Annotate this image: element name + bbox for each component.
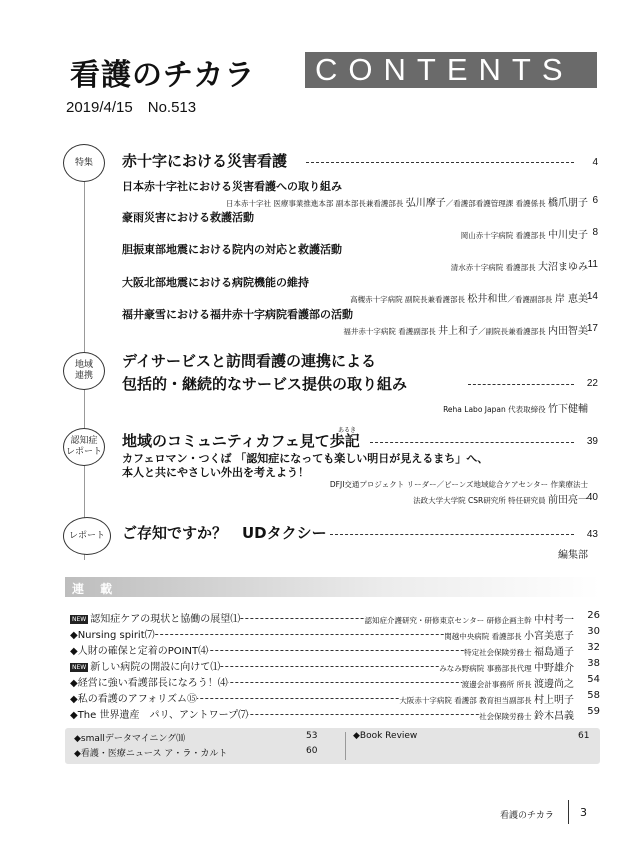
serial-page: 38 — [587, 658, 600, 669]
serial-item[interactable] — [70, 706, 600, 722]
serial-item[interactable] — [70, 610, 600, 626]
extra-article-page: 53 — [306, 731, 318, 741]
footer-divider — [568, 800, 569, 824]
extra-article-title[interactable]: ◆看護・医療ニュース ア・ラ・カルト — [74, 749, 228, 759]
article-page: 14 — [586, 291, 598, 302]
serial-author: 社会保険労務士 鈴木昌義 — [479, 707, 574, 722]
extra-article-title[interactable]: ◆smallデータマイニング⑽ — [74, 734, 186, 744]
article-title[interactable]: 日本赤十字社における災害看護への取り組み — [122, 180, 342, 193]
article-page: 8 — [592, 227, 598, 238]
article-title[interactable]: 大阪北部地震における病院機能の維持 — [122, 276, 309, 289]
section-label-ninchisho: 認知症 レポート — [63, 428, 105, 466]
section-label-report: レポート — [63, 517, 111, 555]
feature-title[interactable]: 赤十字における災害看護 — [122, 152, 288, 170]
serial-author: 渡邊会計事務所 所長 渡邊尚之 — [462, 675, 574, 690]
article-author: 高槻赤十字病院 副院長兼看護部長 松井和世／看護副部長 岸 恵美 — [350, 294, 588, 305]
dementia-report-sub1: カフェロマン・つくば 「認知症になっても楽しい明日が見えるまち」へ、 — [122, 452, 489, 465]
leader-dots — [370, 442, 574, 443]
dementia-report-author-page: 40 — [586, 492, 598, 503]
serial-title: 経営に強い看護部長になろう！⑷ — [77, 678, 228, 689]
serial-title: 私の看護のアフォリズム⑮ — [77, 694, 198, 705]
regional-title-line2[interactable]: 包括的・継続的なサービス提供の取り組み — [122, 375, 408, 393]
feature-page: 4 — [592, 157, 598, 168]
extra-article-page: 60 — [306, 746, 318, 756]
dementia-report-title[interactable]: 地域のコミュニティカフェ見て歩記 — [122, 432, 360, 450]
bullet: ◆ — [70, 678, 78, 689]
serial-item[interactable] — [70, 642, 600, 658]
dementia-report-page: 39 — [586, 436, 598, 447]
section-label-chiiki: 地域 連携 — [63, 352, 105, 390]
extra-article-title[interactable]: ◆Book Review — [353, 731, 418, 741]
title-ruby: あるき — [338, 427, 357, 434]
serial-title: 新しい病院の開設に向けて⑴ — [90, 662, 221, 673]
serial-author: みなみ野病院 事務部長代理 中野雄介 — [439, 659, 574, 674]
serial-item[interactable] — [70, 626, 600, 642]
article-author: 日本赤十字社 医療事業推進本部 副本部長兼看護部長 弘川摩子／看護部看護管理課 看護係長 橋爪朋子 — [226, 198, 588, 209]
bullet: ◆ — [70, 630, 78, 641]
regional-title-line1[interactable]: デイサービスと訪問看護の連携による — [122, 352, 376, 370]
article-page: 17 — [586, 323, 598, 334]
article-title[interactable]: 胆振東部地震における院内の対応と救護活動 — [122, 243, 342, 256]
serial-header-bar — [65, 577, 600, 597]
section-label-tokushu: 特集 — [63, 144, 105, 182]
serial-author: 認知症介護研究・研修東京センター 研修企画主幹 中村考一 — [365, 611, 574, 626]
serial-page: 59 — [587, 706, 600, 717]
serial-header-label: 連 載 — [72, 582, 119, 596]
serial-author: 特定社会保険労務士 福島通子 — [464, 643, 574, 658]
serial-page: 58 — [587, 690, 600, 701]
report-title[interactable]: ご存知ですか？ UDタクシー — [122, 524, 327, 542]
serial-page: 54 — [587, 674, 600, 685]
serial-item[interactable] — [70, 690, 600, 706]
serial-title: The 世界遺産 パリ、アントワープ⑺ — [77, 710, 249, 721]
serial-author: 大阪赤十字病院 看護部 教育担当副部長 村上明子 — [399, 691, 574, 706]
new-badge: NEW — [72, 615, 87, 623]
article-page: 11 — [587, 259, 598, 270]
serial-item[interactable] — [70, 674, 600, 690]
article-author: 福井赤十字病院 看護副部長 井上和子／副院長兼看護部長 内田智美 — [343, 326, 588, 337]
leader-dots — [468, 384, 574, 385]
leader-dots — [306, 162, 574, 163]
extra-article-page: 61 — [578, 731, 590, 741]
issue-info: 2019/4/15 No.513 — [66, 99, 197, 116]
footer-magazine: 看護のチカラ — [500, 811, 554, 821]
serial-author: 関越中央病院 看護部長 小宮美恵子 — [444, 627, 574, 642]
leader-dots — [330, 534, 574, 535]
serial-title: 認知症ケアの現状と協働の展望⑴ — [90, 614, 241, 625]
box-divider — [345, 732, 346, 760]
serial-item[interactable] — [70, 658, 600, 674]
serial-page: 26 — [587, 610, 600, 621]
article-page: 6 — [592, 195, 598, 206]
dementia-report-sub2: 本人と共にやさしい外出を考えよう！ — [122, 466, 309, 479]
bullet: ◆ — [70, 710, 78, 721]
new-badge: NEW — [72, 663, 87, 671]
serial-page: 32 — [587, 642, 600, 653]
magazine-title: 看護のチカラ — [70, 58, 256, 93]
serial-title: Nursing spirit⑺ — [77, 630, 155, 641]
dementia-report-author-line2: 法政大学大学院 CSR研究所 特任研究員 前田亮一 — [413, 495, 588, 506]
regional-author: Reha Labo Japan 代表取締役 竹下健輔 — [443, 404, 588, 415]
dementia-report-author-line1: DFJI交通プロジェクト リーダー／ビーンズ地域総合ケアセンター 作業療法士 — [329, 480, 588, 489]
report-author: 編集部 — [558, 550, 588, 561]
bullet: ◆ — [70, 646, 78, 657]
bullet: ◆ — [70, 694, 78, 705]
footer-page-number: 3 — [580, 806, 587, 819]
serial-title: 人財の確保と定着のPOINT⑷ — [77, 646, 209, 657]
article-author: 清水赤十字病院 看護部長 大沼まゆみ — [450, 262, 588, 273]
article-title[interactable]: 福井豪雪における福井赤十字病院看護部の活動 — [122, 308, 353, 321]
regional-page: 22 — [586, 378, 598, 389]
article-author: 岡山赤十字病院 看護部長 中川史子 — [460, 230, 588, 241]
serial-page: 30 — [587, 626, 600, 637]
report-page: 43 — [586, 529, 598, 540]
contents-banner: CONTENTS — [305, 52, 597, 88]
article-title[interactable]: 豪雨災害における救護活動 — [122, 211, 254, 224]
